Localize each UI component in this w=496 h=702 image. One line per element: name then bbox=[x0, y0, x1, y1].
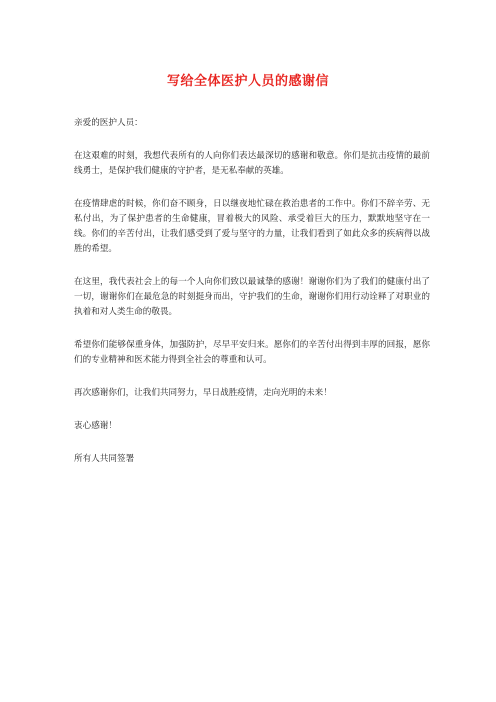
letter-title: 写给全体医护人员的感谢信 bbox=[166, 74, 329, 89]
letter-body bbox=[74, 116, 430, 485]
paragraph-4: 希望你们能够保重身体，加强防护，尽早平安归来。愿你们的辛苦付出得到丰厚的回报，愿你们的专业精神和医术能力得到全社会的尊重和认可。 bbox=[74, 340, 430, 365]
closing-line: 衷心感谢！ bbox=[74, 421, 117, 431]
paragraph-1: 在这艰难的时刻，我想代表所有的人向你们表达最深切的感谢和敬意。你们是抗击疫情的最前线勇士，是保护我们健康的守护者，是无私奉献的英雄。 bbox=[74, 151, 430, 176]
salutation: 亲爱的医护人员： bbox=[74, 118, 143, 128]
signature-line: 所有人共同签署 bbox=[74, 454, 135, 464]
paragraph-3: 在这里，我代表社会上的每一个人向你们致以最诚挚的感谢！谢谢你们为了我们的健康付出了一切，谢谢你们在最危急的时刻挺身而出，守护我们的生命，谢谢你们用行动诠释了对职业的执着和对人类生命的敬畏。 bbox=[74, 277, 430, 317]
paragraph-5: 再次感谢你们，让我们共同努力，早日战胜疫情，走向光明的未来！ bbox=[74, 388, 332, 398]
paragraph-2: 在疫情肆虐的时候，你们奋不顾身，日以继夜地忙碌在救治患者的工作中。你们不辞辛劳、无私付出，为了保护患者的生命健康，冒着极大的风险、承受着巨大的压力，默默地坚守在一线。你们的辛苦付出，让我们感受到了爱与坚守的力量，让我们看到了如此众多的疾病得以战胜的希望。 bbox=[74, 199, 430, 254]
